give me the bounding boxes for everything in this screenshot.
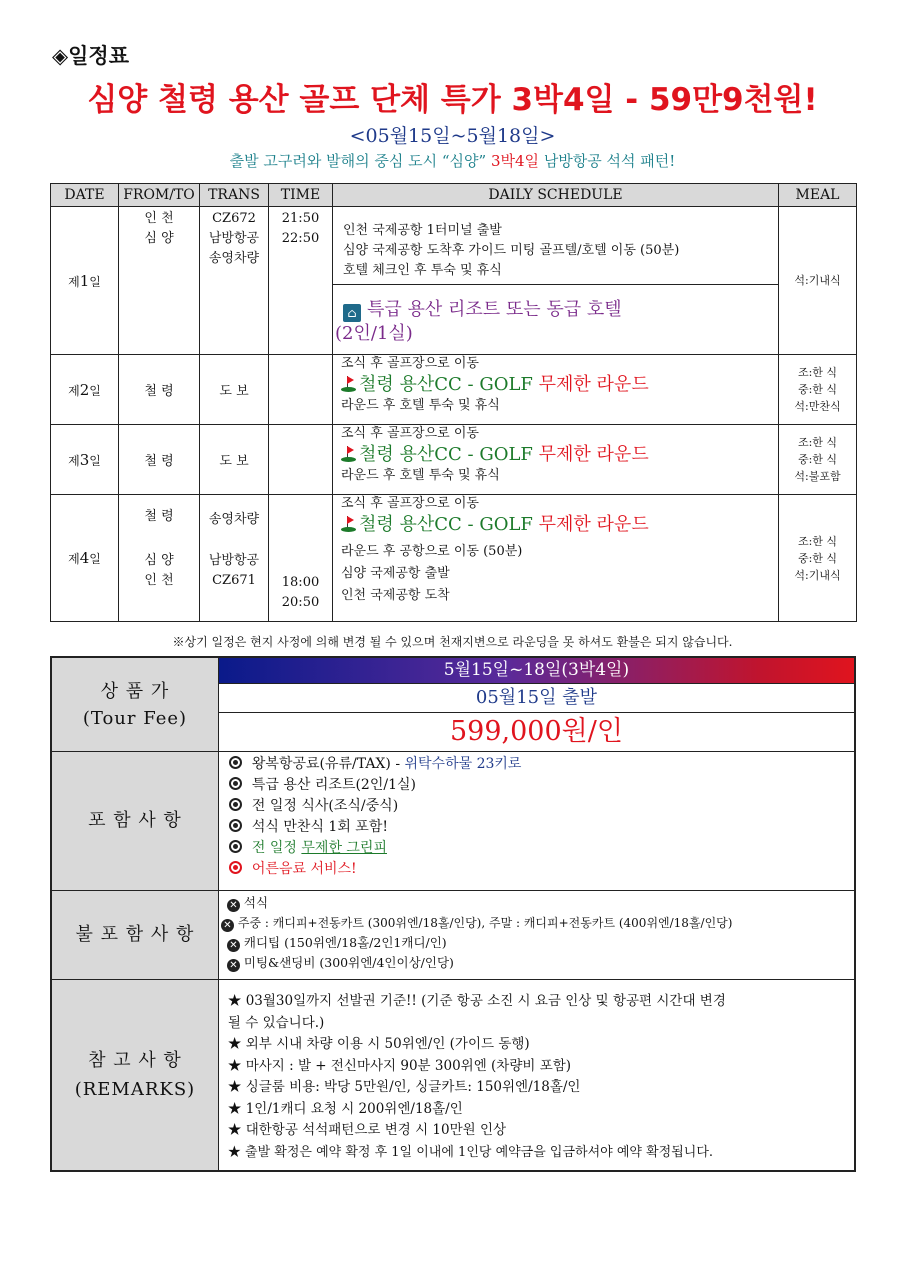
excluded-label: 불 포 함 사 항 bbox=[51, 891, 218, 980]
subtitle bbox=[0, 150, 905, 171]
fee-cell bbox=[218, 657, 855, 752]
departure-date: 05월15일 출발 bbox=[219, 683, 854, 712]
trans-cell bbox=[200, 207, 269, 355]
remark-item: ★ 외부 시내 차량 이용 시 50위엔/인 (가이드 동행) bbox=[227, 1036, 530, 1052]
included-label: 포 함 사 항 bbox=[51, 752, 218, 891]
subtitle-text: 출발 고구려와 발해의 중심 도시 “심양” bbox=[229, 152, 491, 170]
from-to-cell bbox=[119, 207, 200, 355]
from-to-cell bbox=[119, 495, 200, 622]
meal-cell bbox=[779, 207, 857, 355]
included-item: 왕복항공료(유류/TAX) - 위탁수하물 23키로 bbox=[229, 754, 854, 775]
schedule-row-day4 bbox=[51, 495, 857, 622]
page-title: 심양 철령 용산 골프 단체 특가 3박4일 - 59만9천원! bbox=[87, 82, 818, 118]
included-row bbox=[51, 752, 855, 891]
included-item: 전 일정 무제한 그린피 bbox=[229, 838, 854, 859]
meal-breakfast: 조:한 식 bbox=[797, 436, 838, 449]
golf-flag-icon bbox=[341, 516, 356, 532]
hotel-name: 특급 용산 리조트 또는 동급 호텔 bbox=[367, 299, 622, 320]
remarks-list bbox=[218, 980, 855, 1171]
schedule-cell bbox=[333, 425, 779, 495]
golf-flag-icon bbox=[341, 376, 356, 392]
remarks-label-en: (REMARKS) bbox=[74, 1078, 196, 1100]
x-icon: ✕ bbox=[227, 899, 240, 912]
x-icon: ✕ bbox=[227, 959, 240, 972]
day-label: 제2일 bbox=[51, 355, 119, 425]
transfer-vehicle: 송영차량 bbox=[208, 512, 260, 527]
section-heading: ◈일정표 bbox=[52, 44, 130, 68]
header-time: TIME bbox=[269, 184, 333, 207]
header-trans: TRANS bbox=[200, 184, 269, 207]
schedule-table bbox=[50, 183, 857, 622]
included-item: 어른음료 서비스! bbox=[229, 859, 854, 880]
fee-label-ko: 상 품 가 bbox=[100, 680, 170, 702]
fee-row bbox=[51, 657, 855, 752]
x-icon: ✕ bbox=[221, 919, 234, 932]
time-cell bbox=[269, 355, 333, 425]
schedule-text: 심양 국제공항 출발 bbox=[341, 566, 450, 581]
included-item: 특급 용산 리조트(2인/1실) bbox=[229, 775, 854, 796]
golf-flag-icon bbox=[341, 446, 356, 462]
time-cell bbox=[269, 207, 333, 355]
to-city: 심 양 bbox=[144, 231, 174, 246]
fee-label bbox=[51, 657, 218, 752]
meal-dinner: 석:기내식 bbox=[794, 568, 841, 582]
trans-cell: 도 보 bbox=[200, 425, 269, 495]
fee-period-banner: 5월15일~18일(3박4일) bbox=[219, 658, 854, 683]
schedule-text: 조식 후 골프장으로 이동 bbox=[341, 496, 479, 511]
date-range: <05월15일~5월18일> bbox=[349, 125, 556, 147]
meal-dinner: 석:만찬식 bbox=[794, 400, 841, 413]
schedule-text: 인천 국제공항 도착 bbox=[341, 588, 450, 603]
included-item: 석식 만찬식 1회 포함! bbox=[229, 817, 854, 838]
schedule-text: 조식 후 골프장으로 이동 bbox=[341, 356, 479, 371]
subtitle-highlight: 3박4일 bbox=[490, 152, 540, 170]
golf-round: 철령 용산CC - GOLF 무제한 라운드 bbox=[341, 372, 778, 397]
departure-time: 21:50 bbox=[281, 211, 320, 226]
day-label: 제1일 bbox=[51, 207, 119, 355]
remarks-label-ko: 참 고 사 항 bbox=[88, 1049, 182, 1071]
meal-lunch: 중:한 식 bbox=[797, 453, 838, 466]
flight-number: CZ672 bbox=[212, 211, 256, 226]
notice-text: ※상기 일정은 현지 사정에 의해 변경 될 수 있으며 천재지변으로 라운딩을 못 하셔도 환불은 되지 않습니다. bbox=[172, 635, 733, 649]
tour-price: 599,000원/인 bbox=[219, 712, 854, 751]
meal-lunch: 중:한 식 bbox=[797, 551, 838, 565]
included-item: 전 일정 식사(조식/중식) bbox=[229, 796, 854, 817]
time-cell bbox=[269, 495, 333, 622]
remark-item: ★ 1인/1캐디 요청 시 200위엔/18홀/인 bbox=[227, 1100, 463, 1117]
trans-cell: 도 보 bbox=[200, 355, 269, 425]
trans-cell bbox=[200, 495, 269, 622]
hotel-info bbox=[333, 285, 778, 322]
schedule-text: 심양 국제공항 도착후 가이드 미팅 골프텔/호텔 이동 (50분) bbox=[343, 243, 680, 258]
info-table bbox=[50, 656, 856, 1172]
airline: 남방항공 bbox=[208, 231, 260, 246]
meal-cell bbox=[779, 495, 857, 622]
day-label: 제4일 bbox=[51, 495, 119, 622]
via-city: 심 양 bbox=[144, 553, 174, 568]
remark-item: ★ 출발 확정은 예약 확정 후 1일 이내에 1인당 예약금을 입금하셔야 예약 확정됩니다. bbox=[227, 1144, 714, 1160]
remarks-row bbox=[51, 980, 855, 1171]
excluded-item: ✕ 캐디팁 (150위엔/18홀/2인1캐디/인) bbox=[219, 933, 854, 953]
hotel-icon: ⌂ bbox=[343, 304, 361, 322]
remark-item: 될 수 있습니다.) bbox=[227, 1014, 325, 1031]
arrival-time: 20:50 bbox=[281, 595, 320, 610]
remark-item: ★ 대한항공 석석패턴으로 변경 시 10만원 인상 bbox=[227, 1122, 507, 1138]
day-label: 제3일 bbox=[51, 425, 119, 495]
time-cell bbox=[269, 425, 333, 495]
airline: 남방항공 bbox=[208, 553, 260, 568]
schedule-text: 라운드 후 공항으로 이동 (50분) bbox=[341, 544, 523, 559]
schedule-text: 조식 후 골프장으로 이동 bbox=[341, 426, 479, 441]
meal-cell bbox=[779, 355, 857, 425]
x-icon: ✕ bbox=[227, 939, 240, 952]
from-city: 인 천 bbox=[144, 211, 174, 226]
meal-dinner: 석:불포함 bbox=[794, 470, 841, 483]
remarks-label bbox=[51, 980, 218, 1171]
schedule-row-day1 bbox=[51, 207, 857, 355]
remark-item: ★ 싱글룸 비용: 박당 5만원/인, 싱글카트: 150위엔/18홀/인 bbox=[227, 1079, 581, 1095]
meal-cell bbox=[779, 425, 857, 495]
schedule-text: 라운드 후 호텔 투숙 및 휴식 bbox=[341, 398, 500, 413]
header-date: DATE bbox=[51, 184, 119, 207]
schedule-cell bbox=[333, 207, 779, 355]
fee-label-en: (Tour Fee) bbox=[82, 707, 188, 729]
meal-lunch: 중:한 식 bbox=[797, 383, 838, 396]
to-city: 인 천 bbox=[144, 573, 174, 588]
excluded-item: ✕ 석식 bbox=[219, 893, 854, 913]
flight-number: CZ671 bbox=[212, 573, 256, 588]
excluded-list bbox=[218, 891, 855, 980]
header-from-to: FROM/TO bbox=[119, 184, 200, 207]
arrival-time: 22:50 bbox=[281, 231, 320, 246]
departure-time: 18:00 bbox=[281, 575, 320, 590]
excluded-row bbox=[51, 891, 855, 980]
header-daily-schedule: DAILY SCHEDULE bbox=[333, 184, 779, 207]
golf-round: 철령 용산CC - GOLF 무제한 라운드 bbox=[341, 442, 778, 467]
schedule-header-row bbox=[51, 184, 857, 207]
schedule-text: 인천 국제공항 1터미널 출발 bbox=[343, 223, 502, 238]
meal-breakfast: 조:한 식 bbox=[797, 366, 838, 379]
schedule-text: 호텔 체크인 후 투숙 및 휴식 bbox=[343, 263, 502, 278]
schedule-row-day3 bbox=[51, 425, 857, 495]
schedule-cell bbox=[333, 495, 779, 622]
golf-round: 철령 용산CC - GOLF 무제한 라운드 bbox=[341, 512, 778, 537]
room-type: (2인/1실) bbox=[335, 323, 413, 344]
schedule-cell bbox=[333, 355, 779, 425]
from-to-cell: 철 령 bbox=[119, 425, 200, 495]
excluded-item: ✕ 주중 : 캐디피+전동카트 (300위엔/18홀/인당), 주말 : 캐디피+전동카트 (400위엔/18홀/인당) bbox=[219, 913, 854, 933]
header-meal: MEAL bbox=[779, 184, 857, 207]
transfer-vehicle: 송영차량 bbox=[208, 251, 260, 266]
remark-item: ★ 03월30일까지 선발권 기준!! (기준 항공 소진 시 요금 인상 및 항공편 시간대 변경 bbox=[227, 993, 726, 1009]
included-list bbox=[218, 752, 855, 891]
remark-item: ★ 마사지 : 발 + 전신마사지 90분 300위엔 (차량비 포함) bbox=[227, 1057, 572, 1074]
from-to-cell: 철 령 bbox=[119, 355, 200, 425]
schedule-row-day2 bbox=[51, 355, 857, 425]
excluded-item: ✕ 미팅&샌딩비 (300위엔/4인이상/인당) bbox=[219, 953, 854, 973]
from-city: 철 령 bbox=[144, 509, 174, 524]
meal-dinner: 석:기내식 bbox=[794, 274, 841, 287]
subtitle-text-2: 남방항공 석석 패턴! bbox=[539, 152, 676, 170]
schedule-text: 라운드 후 호텔 투숙 및 휴식 bbox=[341, 468, 500, 483]
meal-breakfast: 조:한 식 bbox=[797, 534, 838, 548]
